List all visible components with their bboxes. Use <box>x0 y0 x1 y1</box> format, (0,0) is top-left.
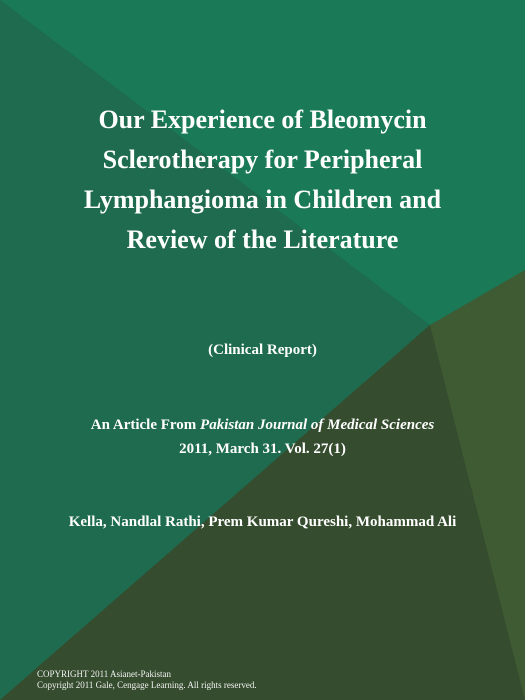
article-source <box>0 413 525 461</box>
title-line: Sclerotherapy for Peripheral <box>102 145 423 174</box>
book-title <box>20 100 505 260</box>
date-volume: 2011, March 31. Vol. 27(1) <box>179 441 346 457</box>
report-type: (Clinical Report) <box>208 342 317 358</box>
copyright-line: Copyright 2011 Gale, Cengage Learning. All rights reserved. <box>37 680 257 690</box>
title-line: Review of the Literature <box>126 225 399 254</box>
journal-name: Pakistan Journal of Medical Sciences <box>200 417 435 433</box>
copyright-notice <box>37 669 257 691</box>
title-line: Our Experience of Bleomycin <box>98 105 427 134</box>
title-line: Lymphangioma in Children and <box>83 185 442 214</box>
source-prefix: An Article From <box>90 417 201 433</box>
source-line <box>0 413 525 437</box>
authors: Kella, Nandlal Rathi, Prem Kumar Qureshi, Mohammad Ali <box>68 514 457 530</box>
copyright-line: COPYRIGHT 2011 Asianet-Pakistan <box>37 669 171 679</box>
